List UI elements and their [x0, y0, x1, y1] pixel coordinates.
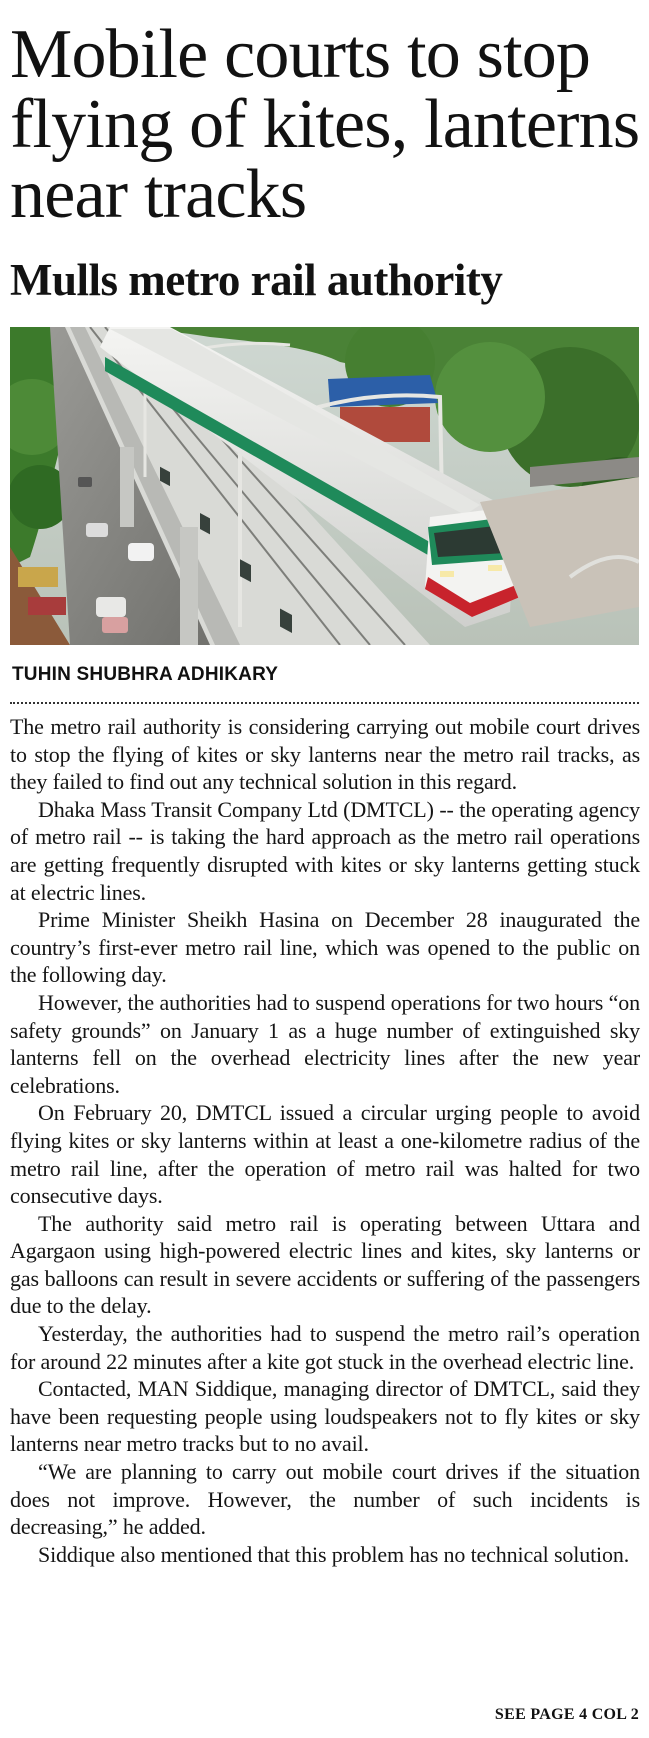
paragraph: Prime Minister Sheikh Hasina on December 28 inaugurated the country’s first-ever metro rail line, which was opened to the public on the following day.	[10, 907, 640, 988]
subheadline: Mulls metro rail authority	[10, 255, 503, 305]
dotted-divider	[10, 702, 639, 704]
paragraph: Contacted, MAN Siddique, managing director of DMTCL, said they have been requesting people using loudspeakers not to fly kites or sky lanterns near metro tracks but to no avail.	[10, 1376, 640, 1457]
continuation-line: SEE PAGE 4 COL 2	[489, 1706, 639, 1724]
paragraph: The authority said metro rail is operating between Uttara and Agargaon using high-powered electric lines and kites, sky lanterns or gas balloons can result in severe accidents or suffering of the passengers due to the delay.	[10, 1210, 640, 1319]
metro-rail-photo	[10, 327, 639, 645]
paragraph: However, the authorities had to suspend operations for two hours “on safety grounds” on January 1 as a huge number of extinguished sky lanterns fell on the overhead electricity lines after the new year celebrations.	[10, 989, 640, 1098]
paragraph: “We are planning to carry out mobile court drives if the situation does not improve. However, the number of such incidents is decreasing,” he added.	[10, 1459, 640, 1540]
paragraph: Siddique also mentioned that this problem has no technical solution.	[38, 1541, 630, 1567]
article-body	[10, 713, 640, 1568]
paragraph: The metro rail authority is considering carrying out mobile court drives to stop the flying of kites or sky lanterns near the metro rail tracks, as they failed to find out any technical solution in this regard.	[10, 714, 640, 795]
byline: TUHIN SHUBHRA ADHIKARY	[12, 664, 279, 685]
paragraph: Dhaka Mass Transit Company Ltd (DMTCL) -- the operating agency of metro rail -- is taking the hard approach as the metro rail operations are getting frequently disrupted with kites or sky lanterns getting stuck at electric lines.	[10, 796, 640, 905]
paragraph: On February 20, DMTCL issued a circular urging people to avoid flying kites or sky lanterns within at least a one-kilometre radius of the metro rail line, after the operation of metro rail was halted for two consecutive days.	[10, 1100, 640, 1209]
headline: Mobile courts to stop flying of kites, lanterns near tracks	[10, 16, 640, 233]
paragraph: Yesterday, the authorities had to suspend the metro rail’s operation for around 22 minutes after a kite got stuck in the overhead electric line.	[10, 1321, 640, 1374]
